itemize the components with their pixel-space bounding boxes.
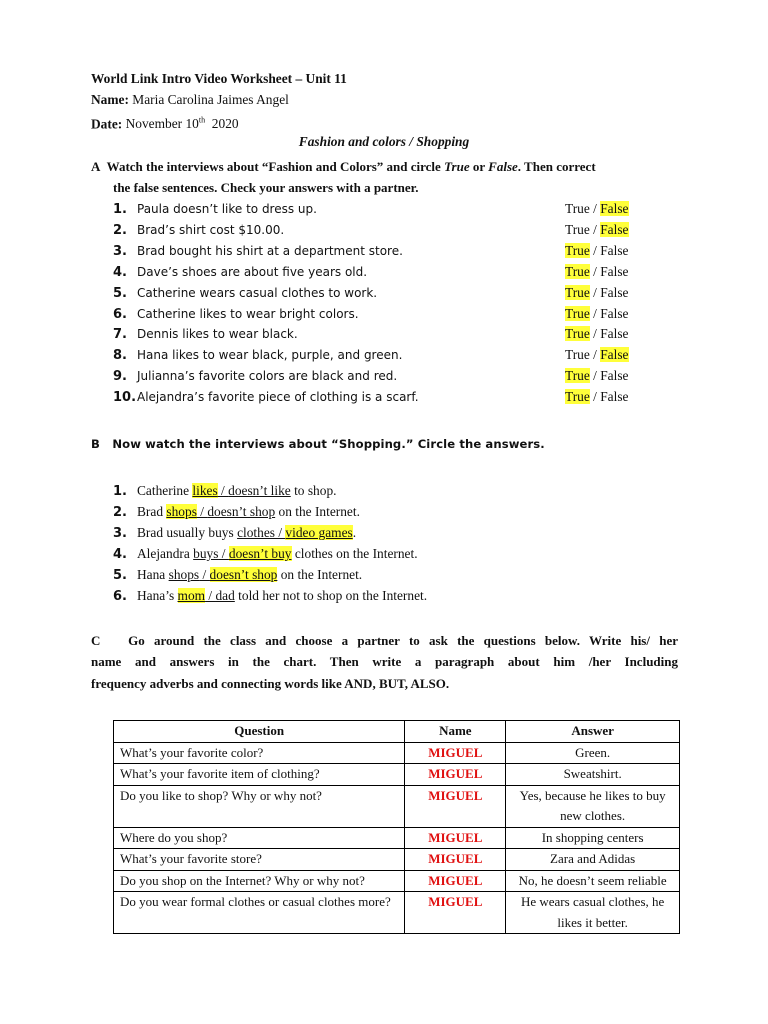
option-separator: / (275, 525, 286, 540)
circle-answer-item (113, 503, 360, 522)
true-false-choice[interactable] (565, 367, 629, 385)
false-option[interactable]: False (600, 305, 629, 321)
true-false-item (113, 367, 629, 386)
table-row (114, 870, 680, 892)
false-option[interactable]: False (600, 284, 629, 300)
answer-options[interactable] (237, 525, 353, 540)
option-one[interactable]: buys (193, 546, 219, 561)
false-option[interactable]: False (600, 201, 629, 216)
true-option[interactable]: True (565, 284, 590, 300)
question-cell: What’s your favorite color? (114, 742, 405, 764)
sentence-end: on the Internet. (275, 504, 360, 519)
false-option[interactable]: False (600, 347, 629, 363)
answer-cell[interactable]: Sweatshirt. (506, 764, 680, 786)
false-option[interactable]: False (600, 242, 629, 258)
option-separator: / (589, 242, 601, 258)
true-false-choice[interactable] (565, 388, 629, 406)
option-two[interactable]: doesn’t shop (207, 504, 276, 519)
question-cell: Where do you shop? (114, 827, 405, 849)
sentence-end: clothes on the Internet. (291, 546, 418, 561)
table-row (114, 827, 680, 849)
true-option[interactable]: True (565, 201, 590, 216)
true-option[interactable]: True (565, 305, 590, 321)
partner-name-cell[interactable]: MIGUEL (405, 892, 506, 934)
true-false-item (113, 325, 629, 344)
item-statement: Catherine wears casual clothes to work. (137, 285, 378, 300)
false-option[interactable]: False (600, 221, 629, 237)
table-row (114, 892, 680, 934)
partner-name-cell[interactable]: MIGUEL (405, 849, 506, 871)
sentence-start: Hana’s (137, 588, 178, 603)
section-c-instruction-line3: frequency adverbs and connecting words like AND, BUT, ALSO. (91, 676, 450, 691)
item-number: 3. (113, 526, 127, 541)
true-option[interactable]: True (565, 326, 590, 342)
table-header-row (114, 721, 680, 743)
item-statement: Dennis likes to wear black. (137, 327, 298, 342)
item-number: 6. (113, 589, 127, 604)
item-number: 1. (113, 484, 127, 499)
option-one[interactable]: shops (166, 504, 197, 519)
option-separator: / (589, 305, 601, 321)
partner-name-cell[interactable]: MIGUEL (405, 827, 506, 849)
item-number: 4. (113, 547, 127, 562)
true-option[interactable]: True (565, 263, 590, 279)
true-false-choice[interactable] (565, 284, 629, 302)
option-separator: / (217, 483, 229, 498)
sentence-end: on the Internet. (277, 567, 363, 582)
question-cell: Do you like to shop? Why or why not? (114, 785, 405, 827)
question-cell: What’s your favorite item of clothing? (114, 764, 405, 786)
sentence-start: Catherine (137, 483, 193, 498)
partner-name-cell[interactable]: MIGUEL (405, 742, 506, 764)
section-a-instruction-line1: A Watch the interviews about “Fashion and Colors” and circle True or False. Then correct (91, 159, 596, 174)
answer-options[interactable] (178, 588, 235, 603)
false-option[interactable]: False (600, 368, 629, 384)
question-cell: Do you shop on the Internet? Why or why not? (114, 870, 405, 892)
answer-column-header: Answer (506, 721, 680, 743)
false-option[interactable]: False (600, 326, 629, 342)
circle-answer-item (113, 587, 427, 606)
worksheet-subtitle: Fashion and colors / Shopping (298, 134, 470, 149)
circle-answer-item (113, 524, 356, 543)
true-false-item (113, 221, 629, 240)
item-number: 2. (113, 505, 127, 520)
false-option[interactable]: False (600, 389, 629, 405)
answer-options[interactable] (192, 483, 290, 498)
table-row (114, 742, 680, 764)
option-separator: / (589, 368, 601, 384)
sentence-start: Brad (137, 504, 167, 519)
item-number: 8. (113, 348, 127, 364)
true-false-item (113, 305, 629, 324)
date-line (91, 112, 239, 133)
true-false-item (113, 242, 629, 261)
item-number: 4. (113, 264, 127, 280)
worksheet-title: World Link Intro Video Worksheet – Unit 11 (91, 71, 347, 86)
option-separator: / (205, 588, 216, 603)
true-false-choice[interactable] (565, 325, 629, 343)
answer-cell[interactable]: Zara and Adidas (506, 849, 680, 871)
true-option[interactable]: True (565, 242, 590, 258)
table-row (114, 764, 680, 786)
item-statement: Dave’s shoes are about five years old. (137, 264, 368, 279)
true-false-choice[interactable] (565, 263, 629, 281)
sentence-end: told her not to shop on the Internet. (234, 588, 428, 603)
sentence-end: . (352, 525, 357, 540)
true-false-choice[interactable] (565, 200, 629, 218)
option-separator: / (589, 201, 601, 216)
sentence-start: Brad usually buys (137, 525, 238, 540)
option-separator: / (589, 326, 601, 342)
option-separator: / (589, 389, 601, 405)
section-c-instruction-line1: C Go around the class and choose a partner to ask the questions below. Write his/ her (91, 633, 678, 648)
name-line (91, 91, 289, 109)
item-number: 10. (113, 390, 137, 406)
item-statement: Catherine likes to wear bright colors. (137, 306, 359, 321)
table-row (114, 785, 680, 827)
option-separator: / (589, 284, 601, 300)
name-column-header: Name (405, 721, 506, 743)
name-label: Name: (91, 92, 129, 107)
item-number: 3. (113, 243, 127, 259)
item-number: 7. (113, 327, 127, 343)
item-statement: Brad’s shirt cost $10.00. (137, 222, 285, 237)
option-two[interactable]: dad (215, 588, 235, 603)
option-two[interactable]: doesn’t buy (228, 546, 292, 561)
true-false-choice[interactable] (565, 305, 629, 323)
option-one[interactable]: clothes (237, 525, 275, 540)
circle-answer-item (113, 566, 362, 585)
answer-cell[interactable]: In shopping centers (506, 827, 680, 849)
item-number: 2. (113, 222, 127, 238)
question-cell: Do you wear formal clothes or casual clothes more? (114, 892, 405, 934)
answer-options[interactable] (193, 546, 291, 561)
partner-name-cell[interactable]: MIGUEL (405, 870, 506, 892)
section-a-instruction-line2: the false sentences. Check your answers with a partner. (113, 180, 419, 195)
question-cell: What’s your favorite store? (114, 849, 405, 871)
true-false-item (113, 263, 629, 282)
true-option[interactable]: True (565, 389, 590, 405)
partner-name-cell[interactable]: MIGUEL (405, 785, 506, 827)
option-separator: / (589, 347, 601, 363)
partner-interview-table (113, 720, 680, 934)
false-option[interactable]: False (600, 263, 629, 279)
item-statement: Brad bought his shirt at a department store. (137, 243, 403, 258)
circle-answer-item (113, 545, 418, 564)
true-option[interactable]: True (565, 221, 590, 237)
question-column-header: Question (114, 721, 405, 743)
true-false-choice[interactable] (565, 242, 629, 260)
item-statement: Paula doesn’t like to dress up. (137, 202, 317, 216)
option-one[interactable]: mom (177, 588, 206, 603)
true-option[interactable]: True (565, 347, 590, 363)
section-c-instruction-line2: name and answers in the chart. Then write a paragraph about him /her Including (91, 654, 678, 669)
true-false-choice[interactable] (565, 221, 629, 239)
option-one[interactable]: likes (192, 483, 218, 498)
table-row (114, 849, 680, 871)
sentence-start: Hana (137, 567, 169, 582)
sentence-start: Alejandra (137, 546, 194, 561)
partner-name-cell[interactable]: MIGUEL (405, 764, 506, 786)
date-value: November 10th 2020 (125, 116, 239, 132)
option-separator: / (218, 546, 229, 561)
answer-cell[interactable]: Yes, because he likes to buy new clothes. (506, 785, 680, 827)
true-false-item (113, 200, 629, 219)
true-option[interactable]: True (565, 368, 590, 384)
option-two[interactable]: video games (285, 525, 353, 540)
option-one[interactable]: shops (168, 567, 200, 582)
answer-options[interactable] (169, 567, 278, 582)
true-false-item (113, 388, 629, 407)
answer-cell[interactable]: No, he doesn’t seem reliable (506, 870, 680, 892)
option-two[interactable]: doesn’t shop (209, 567, 278, 582)
option-separator: / (589, 221, 601, 237)
item-statement: Alejandra’s favorite piece of clothing is a scarf. (137, 390, 419, 405)
section-b-instruction: B Now watch the interviews about “Shopping.” Circle the answers. (91, 437, 545, 451)
circle-answer-item (113, 482, 337, 501)
item-number: 1. (113, 202, 127, 217)
item-number: 5. (113, 285, 127, 301)
student-name: Maria Carolina Jaimes Angel (132, 92, 289, 107)
true-false-item (113, 284, 629, 303)
date-label: Date: (91, 116, 123, 132)
item-statement: Hana likes to wear black, purple, and green. (137, 348, 403, 363)
option-two[interactable]: doesn’t like (228, 483, 291, 498)
answer-cell[interactable]: He wears casual clothes, he likes it better. (506, 892, 680, 934)
item-number: 5. (113, 568, 127, 583)
answer-cell[interactable]: Green. (506, 742, 680, 764)
item-number: 9. (113, 369, 127, 385)
option-separator: / (199, 567, 210, 582)
item-statement: Julianna’s favorite colors are black and red. (137, 369, 398, 384)
option-separator: / (196, 504, 208, 519)
true-false-item (113, 346, 629, 365)
item-number: 6. (113, 306, 127, 322)
true-false-choice[interactable] (565, 346, 629, 364)
option-separator: / (589, 263, 601, 279)
sentence-end: to shop. (290, 483, 337, 498)
answer-options[interactable] (166, 504, 275, 519)
